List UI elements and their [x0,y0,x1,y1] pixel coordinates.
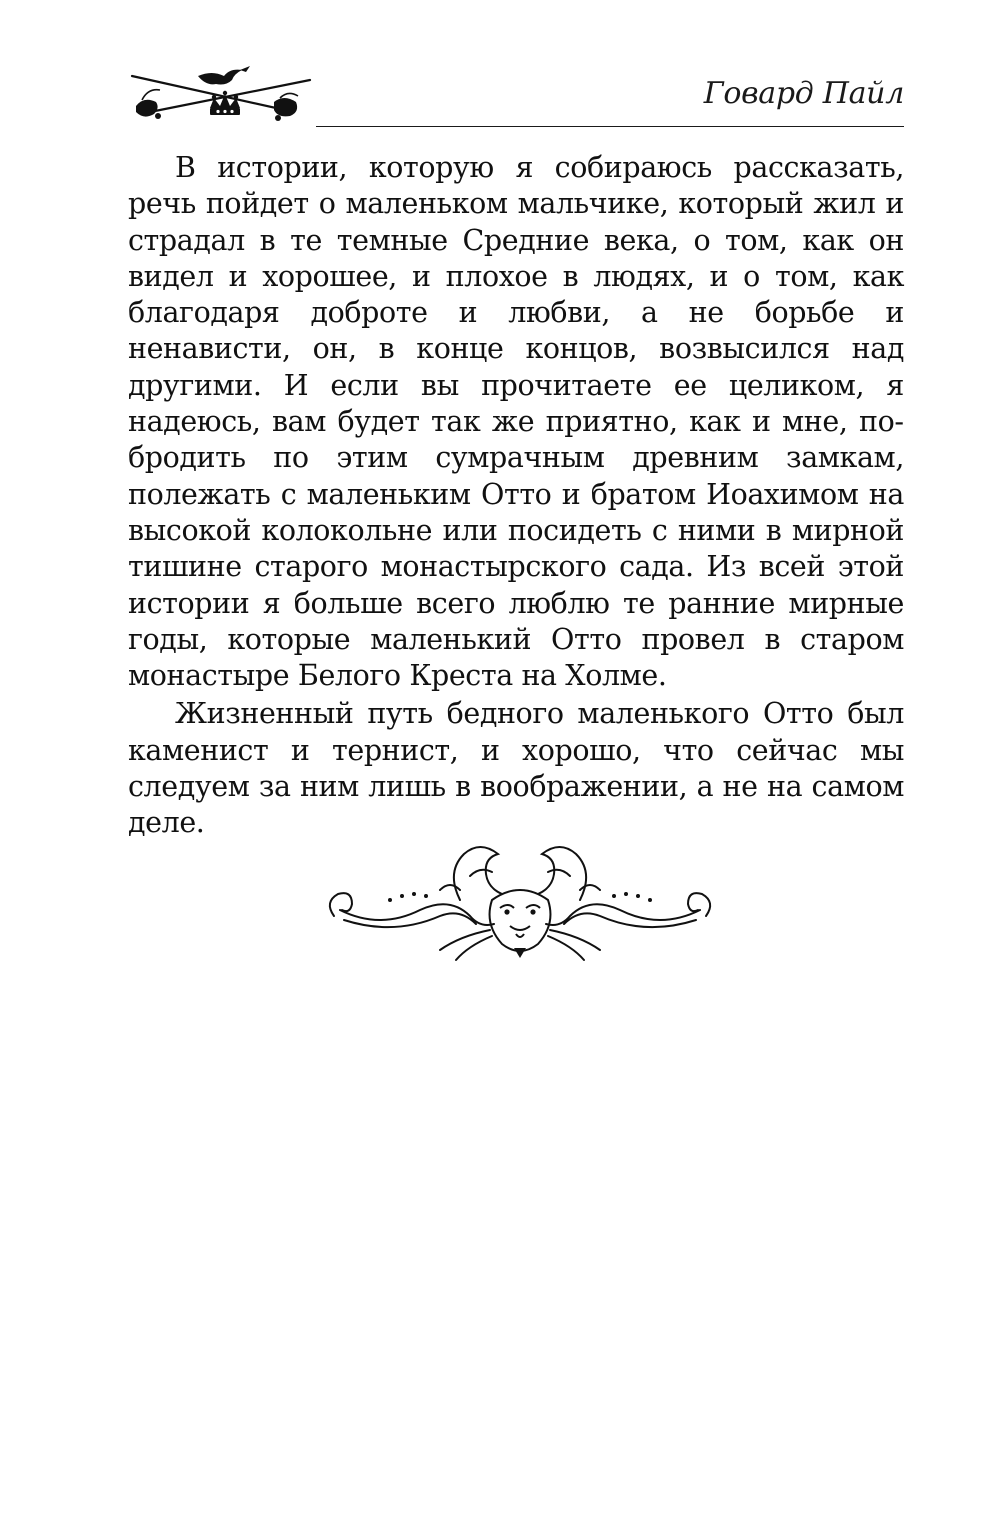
crossed-swords-crown-bird-icon [128,62,318,132]
paragraph-1: В истории, которую я собираюсь рассказать, речь пойдет о маленьком мальчике, который жил и страдал в те темные Средние века, о том, как он видел и хорошее, и плохое в людях, и о том, как благодаря доброте и любви, а не борьбе и ненависти, он, в конце концов, возвысился над другими. И если вы прочитаете ее целиком, я надеюсь, вам будет так же приятно, как и мне, побродить по этим сумрачным древним замкам, полежать с маленьким Отто и братом Иоахимом на высокой колокольне или посидеть с ними в мирной тишине старого монастырского сада. Из всей этой истории я больше всего люблю те ранние мирные годы, которые маленький Отто провел в старом монастыре Белого Креста на Холме. [128,151,904,693]
body-text [128,150,904,842]
running-head-author: Говард Пайл [703,76,904,111]
paragraph-2: Жизненный путь бедного маленького Отто был камeнист и тернист, и хорошо, что сейчас мы следуем за ним лишь в воображении, а не на самом деле. [128,697,904,840]
page-header [128,62,904,132]
floral-lion-mask-vignette-icon [320,830,720,970]
header-rule [316,126,904,127]
